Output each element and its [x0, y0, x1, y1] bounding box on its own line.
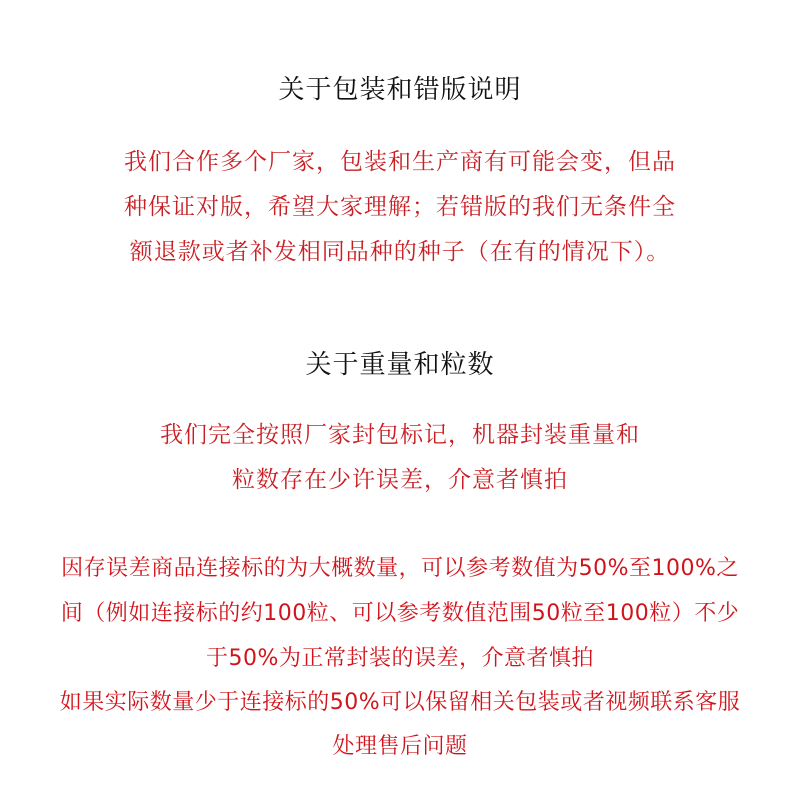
weight-line-1: 我们完全按照厂家封包标记，机器封装重量和 — [160, 422, 640, 448]
packaging-line-2: 种保证对版，希望大家理解；若错版的我们无条件全 — [124, 194, 676, 220]
notice-line-4: 如果实际数量少于连接标的50%可以保留相关包装或者视频联系客服 — [59, 690, 741, 715]
packaging-line-1: 我们合作多个厂家，包装和生产商有可能会变，但品 — [124, 149, 676, 175]
weight-line-2: 粒数存在少许误差，介意者慎拍 — [232, 467, 568, 493]
notice-line-1: 因存误差商品连接标的为大概数量，可以参考数值为50%至100%之 — [61, 556, 739, 581]
packaging-heading: 关于包装和错版说明 — [278, 75, 522, 105]
packaging-line-3: 额退款或者补发相同品种的种子（在有的情况下）。 — [129, 239, 671, 265]
notice-line-2: 间（例如连接标的约100粒、可以参考数值范围50粒至100粒）不少 — [60, 601, 740, 626]
notice-line-3: 于50%为正常封装的误差，介意者慎拍 — [206, 646, 594, 671]
weight-heading: 关于重量和粒数 — [305, 350, 495, 380]
notice-line-5: 处理售后问题 — [332, 734, 468, 759]
